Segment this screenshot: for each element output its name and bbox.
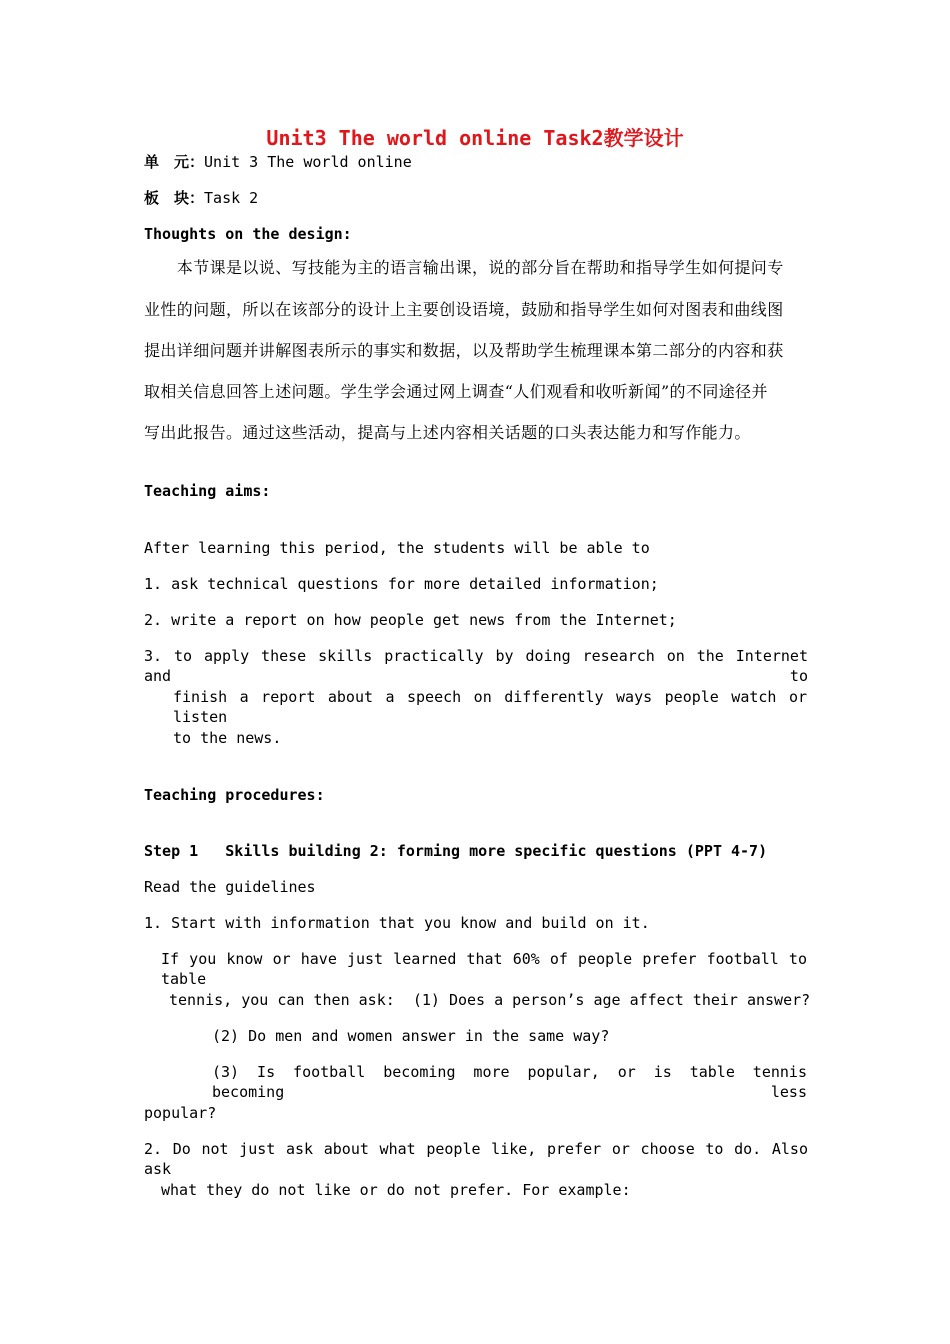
- section-line: [144, 188, 808, 208]
- guideline-item-continuation: what they do not like or do not prefer. For example:: [161, 1181, 631, 1199]
- guideline-question: (3) Is football becoming more popular, or is table tennis becoming less: [212, 1063, 807, 1101]
- section-value: Task 2: [204, 189, 259, 207]
- step1-heading: Step 1 Skills building 2: forming more specific questions (PPT 4-7): [144, 842, 768, 860]
- guideline-example: If you know or have just learned that 60% of people prefer football to table: [161, 950, 807, 988]
- unit-label: 单 元：: [144, 153, 205, 171]
- design-heading: Thoughts on the design:: [144, 225, 352, 243]
- design-paragraph-line: 本节课是以说、写技能为主的语言输出课，说的部分旨在帮助和指导学生如何提问专: [144, 258, 784, 277]
- aims-item-continuation: to the news.: [173, 729, 282, 747]
- unit-value: Unit 3 The world online: [204, 153, 412, 171]
- guideline-question-continuation: popular?: [144, 1104, 217, 1122]
- design-paragraph-line: 取相关信息回答上述问题。学生学会通过网上调查“人们观看和收听新闻”的不同途径并: [144, 382, 768, 401]
- guideline-item: 1. Start with information that you know and build on it.: [144, 914, 650, 932]
- procedures-heading: Teaching procedures:: [144, 786, 325, 804]
- aims-item-continuation: finish a report about a speech on differently ways people watch or listen: [173, 688, 807, 726]
- guideline-item: 2. Do not just ask about what people like, prefer or choose to do. Also ask: [144, 1140, 808, 1178]
- guideline-example: tennis, you can then ask: (1) Does a person’s age affect their answer?: [169, 991, 811, 1009]
- aims-heading: Teaching aims:: [144, 482, 271, 500]
- guidelines-label: Read the guidelines: [144, 878, 316, 896]
- aims-item: 1. ask technical questions for more detailed information;: [144, 575, 659, 593]
- aims-intro: After learning this period, the students will be able to: [144, 539, 650, 557]
- guideline-question: (2) Do men and women answer in the same way?: [212, 1027, 610, 1045]
- design-paragraph-line: 业性的问题，所以在该部分的设计上主要创设语境，鼓励和指导学生如何对图表和曲线图: [144, 300, 784, 319]
- design-paragraph-line: 提出详细问题并讲解图表所示的事实和数据，以及帮助学生梳理课本第二部分的内容和获: [144, 341, 784, 360]
- unit-line: [144, 152, 808, 172]
- page-title: Unit3 The world online Task2教学设计: [266, 126, 684, 150]
- aims-item: 2. write a report on how people get news from the Internet;: [144, 611, 677, 629]
- design-paragraph-line: 写出此报告。通过这些活动，提高与上述内容相关话题的口头表达能力和写作能力。: [144, 423, 751, 442]
- section-label: 板 块：: [144, 189, 205, 207]
- aims-item: 3. to apply these skills practically by doing research on the Internet and to: [144, 647, 808, 685]
